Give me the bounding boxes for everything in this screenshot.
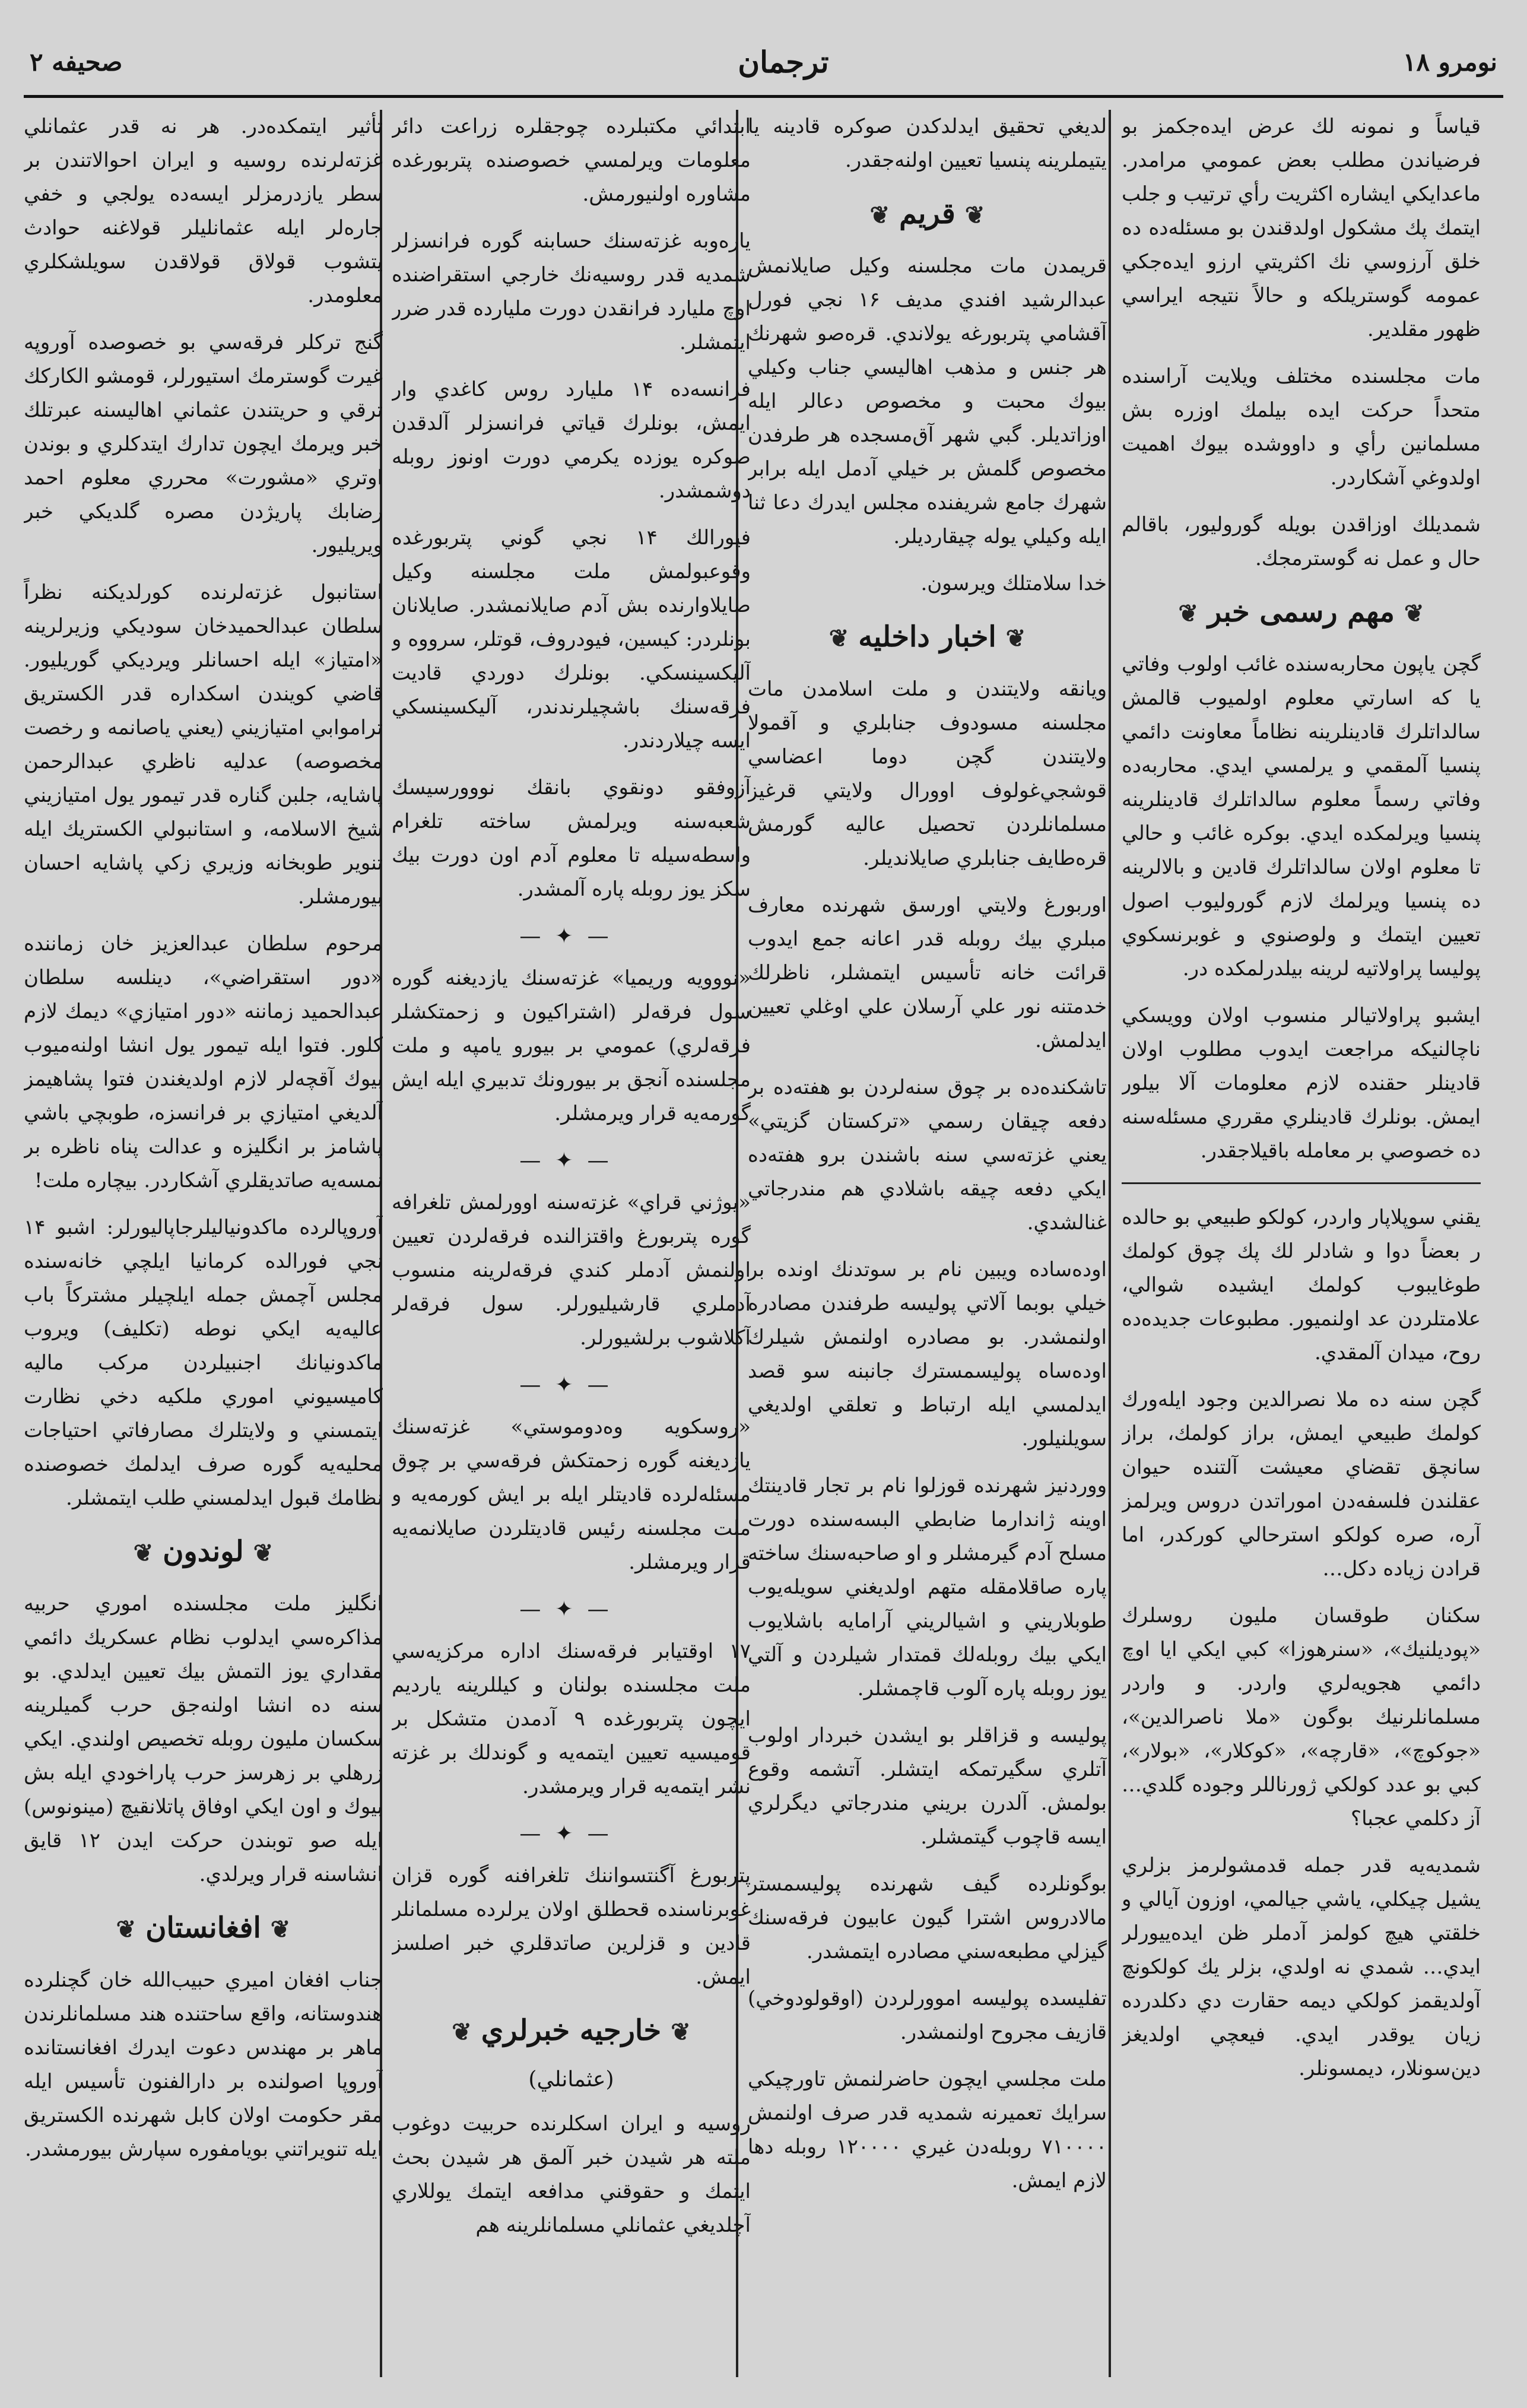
ornament-icon: ❦ [133,1539,154,1567]
heading-text: لوندون [163,1535,244,1568]
article-paragraph: پوليسه و قزاقلر بو ايشدن خبردار اولوب آتلري سگيرتمكه ايتشلر. آتشمه وقوع بولمش. آلدرن بريني مندرجاتي ديگرلري ايسه قاچوب گيتمشلر. [748,1724,1107,1849]
section-heading [748,617,1107,658]
ornament-icon: ❦ [869,201,890,229]
masthead [24,24,1503,101]
article-paragraph: سكنان طوقسان مليون روسلرك «پوديلنيك»، «سنرهوزا» كبي ايكي ايا اوچ دائمي هجويه‌لري واردر. و واردر مسلمانلرنيك بوگون «ملا ناصرالدين»، «جوكوچ»، «قارچه»، «كوكلار»، «بولار»، كبي بو عدد كولكي ژورناللر وجوده گلدي… آز دكلمي عجبا؟ [1122,1604,1481,1830]
heading-text: اخبار داخليه [858,620,996,653]
article-paragraph: ياره‌وبه غزته‌سنك حسابنه گوره فرانسزلر شمديه قدر روسيه‌نك خارجي استقراضنده اوچ مليارد فرانقدن دورت مليارده قدر ضرر ايتمشلر. [392,229,751,354]
masthead-rule [24,95,1503,98]
newspaper-title: ترجمان [738,45,829,80]
section-heading [1122,592,1481,633]
article-paragraph: اوربورغ ولايتي اورسق شهرنده معارف مبلري بيك روبله قدر اعانه جمع ايدوب قرائت خانه تأسيس ايتمشلر، ناظرلك خدمتنه نور علي آرسلان علي اوغلي تعيين ايدلمش. [748,893,1107,1052]
article-paragraph: ملت مجلسي ايچون حاضرلنمش تاورچيكي سرايك تعميرنه شمديه قدر صرف اولنمش ۷۱۰۰۰۰ روبله‌دن غيري ۱۲۰۰۰۰ روبله دها لازم ايمش. [748,2067,1107,2193]
article-paragraph: قريمدن مات مجلسنه وكيل صايلانمش عبدالرشيد افندي مديف ۱۶ نجي فورل آقشامي پتربورغه يولاندي. قره‌صو شهرنك هر جنس و مذهب اهاليسي جناب وكيلي بيوك محبت و مخصوص دعالر ايله اوزاتديلر. گبي شهر آق‌مسجده هر طرفدن مخصوص گلمش بر خيلي آدمل ايله برابر شهرك جامع شريفنده مجلس ايدرك دعا ثنا ايله وكيلي يوله چيقارديلر. [748,254,1107,548]
section-heading [24,1908,383,1949]
section-heading [748,194,1107,235]
article-paragraph: شمديلك اوزاقدن بويله گوروليور، باقالم حال و عمل نه گوسترمجك. [1122,513,1481,570]
page-number: صحيفه ۲ [30,47,123,77]
ornament-icon: ❦ [116,1915,136,1943]
article-paragraph: «روسكويه وه‌دوموستي» غزته‌سنك يازديغنه گوره زحمتكش فرقه‌سي بر چوق مسئله‌لرده قاديتلر ايله بر ايش كورمه‌يه و ملت مجلسنه رئيس قاديتلردن صايلانمه‌يه قرار ويرمشلر. [392,1415,751,1574]
article-paragraph: بوگونلرده گيف شهرنده پوليسمستر مالادروس اشترا گيون عابيون فرقه‌سنك گيزلي مطبعه‌سني مصادره ايتمشدر. [748,1872,1107,1963]
article-paragraph: مرحوم سلطان عبدالعزيز خان زماننده «دور استقراضي»، دينلسه سلطان عبدالحميد زماننه «دور امتيازي» ديمك لازم كلور. فتوا ايله تيمور يول انشا اولنه‌ميوب بيوك آقچه‌لر لازم اولديغندن فتوا پشاهيمز آلديغي امتيازي بر فرانسزه، طوبچي باشي پاشامز بر انگليزه و عدالت پناه ناظره بر نمسه‌يه صاتديقلري آشكاردر. بيچاره ملت! [24,932,383,1192]
column-3 [392,110,751,2377]
divider-ornament: —✦— [519,1149,623,1173]
article-paragraph: فيورالك ۱۴ نجي گوني پتربورغده وقوعبولمش ملت مجلسنه وكيل صايلاوارنده بش آدم صايلانمشدر. صايلانان بونلردر: كيسين، فيودروف، قوتلر، سرووه و آليكسينسكي. بونلرك دوردي قاديت فرقه‌سنك باشچيلرندندر، آليكسينسكي ايسه چيلاردندر. [392,526,751,753]
article-paragraph: ووردنيز شهرنده قوزلوا نام بر تجار قادينتك اوينه ژاندارما ضابطي البسه‌سنده دورت مسلح آدم گيرمشلر و او صاحبه‌سنك ساخته پاره صاقلامقله متهم اولديغني سويله‌يوب طوبلاريني و اشيالريني آرامايه باشلايوب ايكي بيك روبله‌لك قمتدار شيلردن و آلتي يوز روبله پاره آلوب قاچمشلر. [748,1474,1107,1700]
divider-ornament: —✦— [519,924,623,948]
article-paragraph: تأثير ايتمكده‌در. هر نه قدر عثمانلي غزته‌لرنده روسيه و ايران احوالاتندن بر سطر يازدرمزلر ايسه‌ده يولجي و خفي جاره‌لر ايله عثمانليلر قولاغنه حوادث يتشوب قولاق قولاقدن سويلشكلري معلومدر. [24,115,383,307]
article-paragraph: ابتدائي مكتبلرده چوجقلره زراعت دائر معلومات ويرلمسي خصوصنده پتربورغده مشاوره اولنيورمش. [392,115,751,206]
ornament-icon: ❦ [1178,599,1198,627]
article-paragraph: ايشبو پراولاتيالر منسوب اولان وويسكي ناچالنيكه مراجعت ايدوب مطلوب اولان قادينلر حقنده لازم معلومات آلا بيلور ايمش. بونلرك قادينلري مقرري مسئله‌سنه ده خصوصي بر معامله باقيلاجقدر. [1122,1004,1481,1163]
article-paragraph: آوروپالرده ماكدونياليلرجاپاليورلر: اشبو ۱۴ نجي فورالده كرمانيا ايلچي خانه‌سنده مجلس آچمش جمله ايلچيلر مشتركاً باب عاليه‌يه ايكي نوطه (تكليف) ويروب ماكدونيانك اجنبيلردن مركب ماليه كاميسيوني اموري ملكيه دخي نظارت ايتمسني و ولايتلرك مصارفاتي احتياجات محليه‌يه گوره صرف ايدلمك خصوصنده نظامك قبول ايدلمسني طلب ايتمشلر. [24,1216,383,1510]
article-paragraph: اوده‌ساده ويبين نام بر سوتدنك اونده بر خيلي بوبما آلاتي پوليسه طرفندن مصادره اولنمشدر. بو مصادره اولنمش شيلرك اوده‌ساه پوليسمسترك جانبنه سو قصد ايدلمسي ايله ارتباط و تعلقي اولديغي سويلنيلور. [748,1258,1107,1451]
article-paragraph: فرانسه‌ده ۱۴ مليارد روس كاغدي وار ايمش، بونلرك قياتي فرانسزلر آلدقدن صوكره يوزده يكرمي دورت اونوز روبله دوشمشدر. [392,377,751,503]
heading-text: مهم رسمی خبر [1208,595,1395,629]
ornament-icon: ❦ [1005,624,1026,652]
article-paragraph: جناب افغان اميري حبيب‌الله خان گچنلرده هندوستانه، واقع ساحتنده هند مسلمانلرندن ماهر بر مهندس دعوت ايدرك افغانستانده آوروپا اصولنده بر دارالفنون تأسيس ايله مقر حكومت اولان كابل شهرنده الكستريق ايله تنويراتني بويامفوره سپارش بيورمشدر. [24,1968,383,2161]
article-paragraph: لديغي تحقيق ايدلدكدن صوكره قادينه يا يتيملرينه پنسيا تعيين اولنه‌جقدر. [748,115,1107,172]
heading-text: خارجيه خبرلري [481,2014,662,2047]
ornament-icon: ❦ [964,201,985,229]
article-paragraph: گچن سنه ده ملا نصرالدين وجود ايله‌ورك كولمك طبيعي ايمش، براز كولمك، براز سانچق تقضاي معيشت آلتنده حيوان عقلندن فلسفه‌دن اموراتدن دروس ويرلمز آره، صره كولكو استرحالي كوركدر، اما قرادن زياده دكل… [1122,1388,1481,1581]
article-paragraph: استانبول غزته‌لرنده كورلديكنه نظراً سلطان عبدالحميدخان سوديكي وزيرلرينه «امتياز» ايله احسانلر ويرديكي گوريليور. قاضي كويندن اسكداره قدر الكستريق تراموابي امتيازيني (يعني ياصانمه و رخصت مخصوصه) عدليه ناظري عبدالرحمن پاشايه، جلبن گناره قدر تيمور يول امتيازيني شيخ الاسلامه، و استانبولي الكستريك ايله تنوير طوبخانه وزيري زكي پاشايه احسان بيورمشلر. [24,580,383,909]
column-2 [748,110,1107,2377]
article-paragraph: قياساً و نمونه لك عرض ايده‌جكمز بو فرضياندن مطلب بعض عمومي مرامدر. ماعدايكي ايشاره اكثريت رأي ترتيب و جلب ايتمك پك مشكول اولدقندن بو مسئله‌ده ده خلق آرزوسي نك اكثريتي ارزو ايده‌جكي عمومه گوستريلكه و حالاً نتيجه ايراسي ظهور مقلدير. [1122,115,1481,341]
article-paragraph: تفليسده پوليسه اموورلردن (اوقولودوخي) قازيف مجروح اولنمشدر. [748,1987,1107,2044]
ornament-icon: ❦ [828,624,849,652]
section-heading [24,1532,383,1573]
column-4 [24,110,383,2377]
article-paragraph: «يوژني قراي» غزته‌سنه اوورلمش تلغرافه گوره پتربورغ واقتزالنده فرقه‌لردن تعيين اولنمش آدملر كندي فرقه‌لرينه منسوب آدملري قارشيليورلر. سول فرقه‌لر آكلاشوب برلشيورلر. [392,1191,751,1350]
section-heading [392,2011,751,2052]
ornament-icon: ❦ [253,1539,274,1567]
column-1 [1122,110,1481,2377]
article-paragraph: گچن ياپون محاربه‌سنده غائب اولوب وفاتي يا كه اسارتي معلوم اولميوب قالمش سالداتلرك قادينلرينه نظاماً معاونت دائمي پنسيا آلمقمي و يرلمسي ايدي. محاربه‌ده وفاتي رسماً معلوم سالداتلرك قادينلرينه پنسيا ويرلمكده ايدي. بوكره غائب و حالي تا معلوم اولان سالداتلرك قادين و بالالرينه ده پنسيا ويرلمك لازم گوروليوب اصول تعيين ايتمك و ولوصنوي و غوبرنسكوي پوليسا پراولاتيه لرينه بيلدرلمكده در. [1122,652,1481,981]
divider-ornament: —✦— [519,1373,623,1397]
article-paragraph: خدا سلامتلك ويرسون. [920,572,1107,595]
ornament-icon: ❦ [270,1915,291,1943]
issue-number: نومرو ۱۸ [1402,47,1497,77]
column-divider [1109,110,1111,2377]
ornament-icon: ❦ [1404,599,1424,627]
article-paragraph: روسيه و ايران اسكلرنده حربيت دوغوب ملته هر شيدن خبر آلمق هر شيدن بحث ايتمك و حقوقني مدافعه ايتمك يوللاري آچلديغي عثمانلي مسلمانلرينه هم [392,2112,751,2237]
article-paragraph: پتربورغ آگنتسواننك تلغرافنه گوره قزان غوبرناسنده قحطلق اولان يرلرده مسلمانلر قادين و قزلرين صاتدقلري خبر اصلسز ايمش. [392,1864,751,1989]
article-paragraph: شمديه‌يه قدر جمله قدمشولرمز بزلري يشيل چيكلي، ياشي جيالمي، اوزون آيالي و خلقتي هيچ كولمز آدملر ظن ايده‌ييورلر ايدي… شمدي نه اولدي، بزلر يك كولكونچ آولديقمز كولكي ديمه حقارت دي دكلدرده زيان يوقدر ايدي. فيعچي اولديغز دين‌سونلار، ديمسونلر. [1122,1854,1481,2080]
section-subheading: (عثمانلي) [528,2067,614,2092]
heading-text: قريم [899,197,955,230]
divider-ornament: —✦— [519,1822,623,1846]
article-paragraph: انگليز ملت مجلسنده اموري حربيه مذاكره‌سي ايدلوب نظام عسكريك دائمي مقداري يوز التمش بيك تعيين ايدلدي. بو سنه ده انشا اولنه‌جق حرب گميلرينه سكسان مليون روبله تخصيص اولندي. ايكي زرهلي بر زهرسز حرب پاراخودي ايله بش بيوك و اون ايكي اوفاق پاتلانقيچ (مينونوس) ايله صو توبندن حركت ايدن ۱۲ قايق انشاسنه قرار ويرلدي. [24,1592,383,1886]
article-paragraph: تاشكنده‌ده بر چوق سنه‌لردن بو هفته‌ده بر دفعه چيقان رسمي «تركستان گزيتي» يعني غزته‌سي سنه باشندن برو هفته‌ده ايكي دفعه چيقه باشلادي هم مندرجاتي غنالشدي. [748,1075,1107,1235]
article-paragraph: «نووويه وريميا» غزته‌سنك يازديغنه گوره سول فرقه‌لر (اشتراكيون و زحمتكشلر فرقه‌لري) عمومي بر بيورو يامپه و ملت مجلسنده آنجق بر بيورونك تدبيري ايله ايش گورمه‌يه قرار ويرمشلر. [392,966,751,1125]
divider-ornament: —✦— [519,1597,623,1622]
article-paragraph: ۱۷ اوقتيابر فرقه‌سنك اداره مركزيه‌سي ملت مجلسنده بولنان و كيللرينه يارديم ايچون پتربورغده ۹ آدمدن متشكل بر قوميسيه تعيين ايتمه‌يه و گوندلك بر غزته نشر ايتمه‌يه قرار ويرمشدر. [392,1639,751,1798]
heading-text: افغانستان [145,1911,261,1944]
section-rule [1122,1182,1481,1184]
article-paragraph: يقني سوپلاپار واردر، كولكو طبيعي بو حالده ر بعضاً دوا و شادلر لك پك چوق كولمك طوغايبوب كولمك ايشيده شوالي، علامتلردن عد اولنميور. مطبوعات جديده‌ده روح، ميدان آلمقدي. [1122,1205,1481,1365]
article-paragraph: گنج تركلر فرقه‌سي بو خصوصده آوروپه غيرت گوسترمك استيورلر، قومشو الكاركك ترقي و حريتندن عثماني اهاليسنه عبرتلك خبر ويرمك ايچون تدارك ايتدكلري و بوندن اوتري «مشورت» محرري معلوم احمد رضابك پاريژدن مصره گلديكي خبر ويريليور. [24,331,383,557]
ornament-icon: ❦ [452,2018,472,2046]
article-paragraph: ويانقه ولايتندن و ملت اسلامدن مات مجلسنه مسودوف جنابلري و آقمولا ولايتندن گچن دوما اعضاسي قوشجي‌غولوف اوورال ولايتي قرغيز مسلمانلردن تحصيل عاليه گورمش قره‌طايف جنابلري صايلانديلر. [748,677,1107,870]
article-paragraph: آزوفقو دونقوي بانقك نووورسيسك شعبه‌سنه ويرلمش ساخته تلغرام واسطه‌سيله تا معلوم آدم اون دورت بيك سكز يوز روبله پاره آلمشدر. [392,776,751,901]
article-paragraph: مات مجلسنده مختلف ويلايت آراسنده متحداً حركت ايده بيلمك اوزره بش مسلمانين رأي و داووشده بيوك اهميت اولدوغي آشكاردر. [1122,364,1481,490]
ornament-icon: ❦ [671,2018,691,2046]
